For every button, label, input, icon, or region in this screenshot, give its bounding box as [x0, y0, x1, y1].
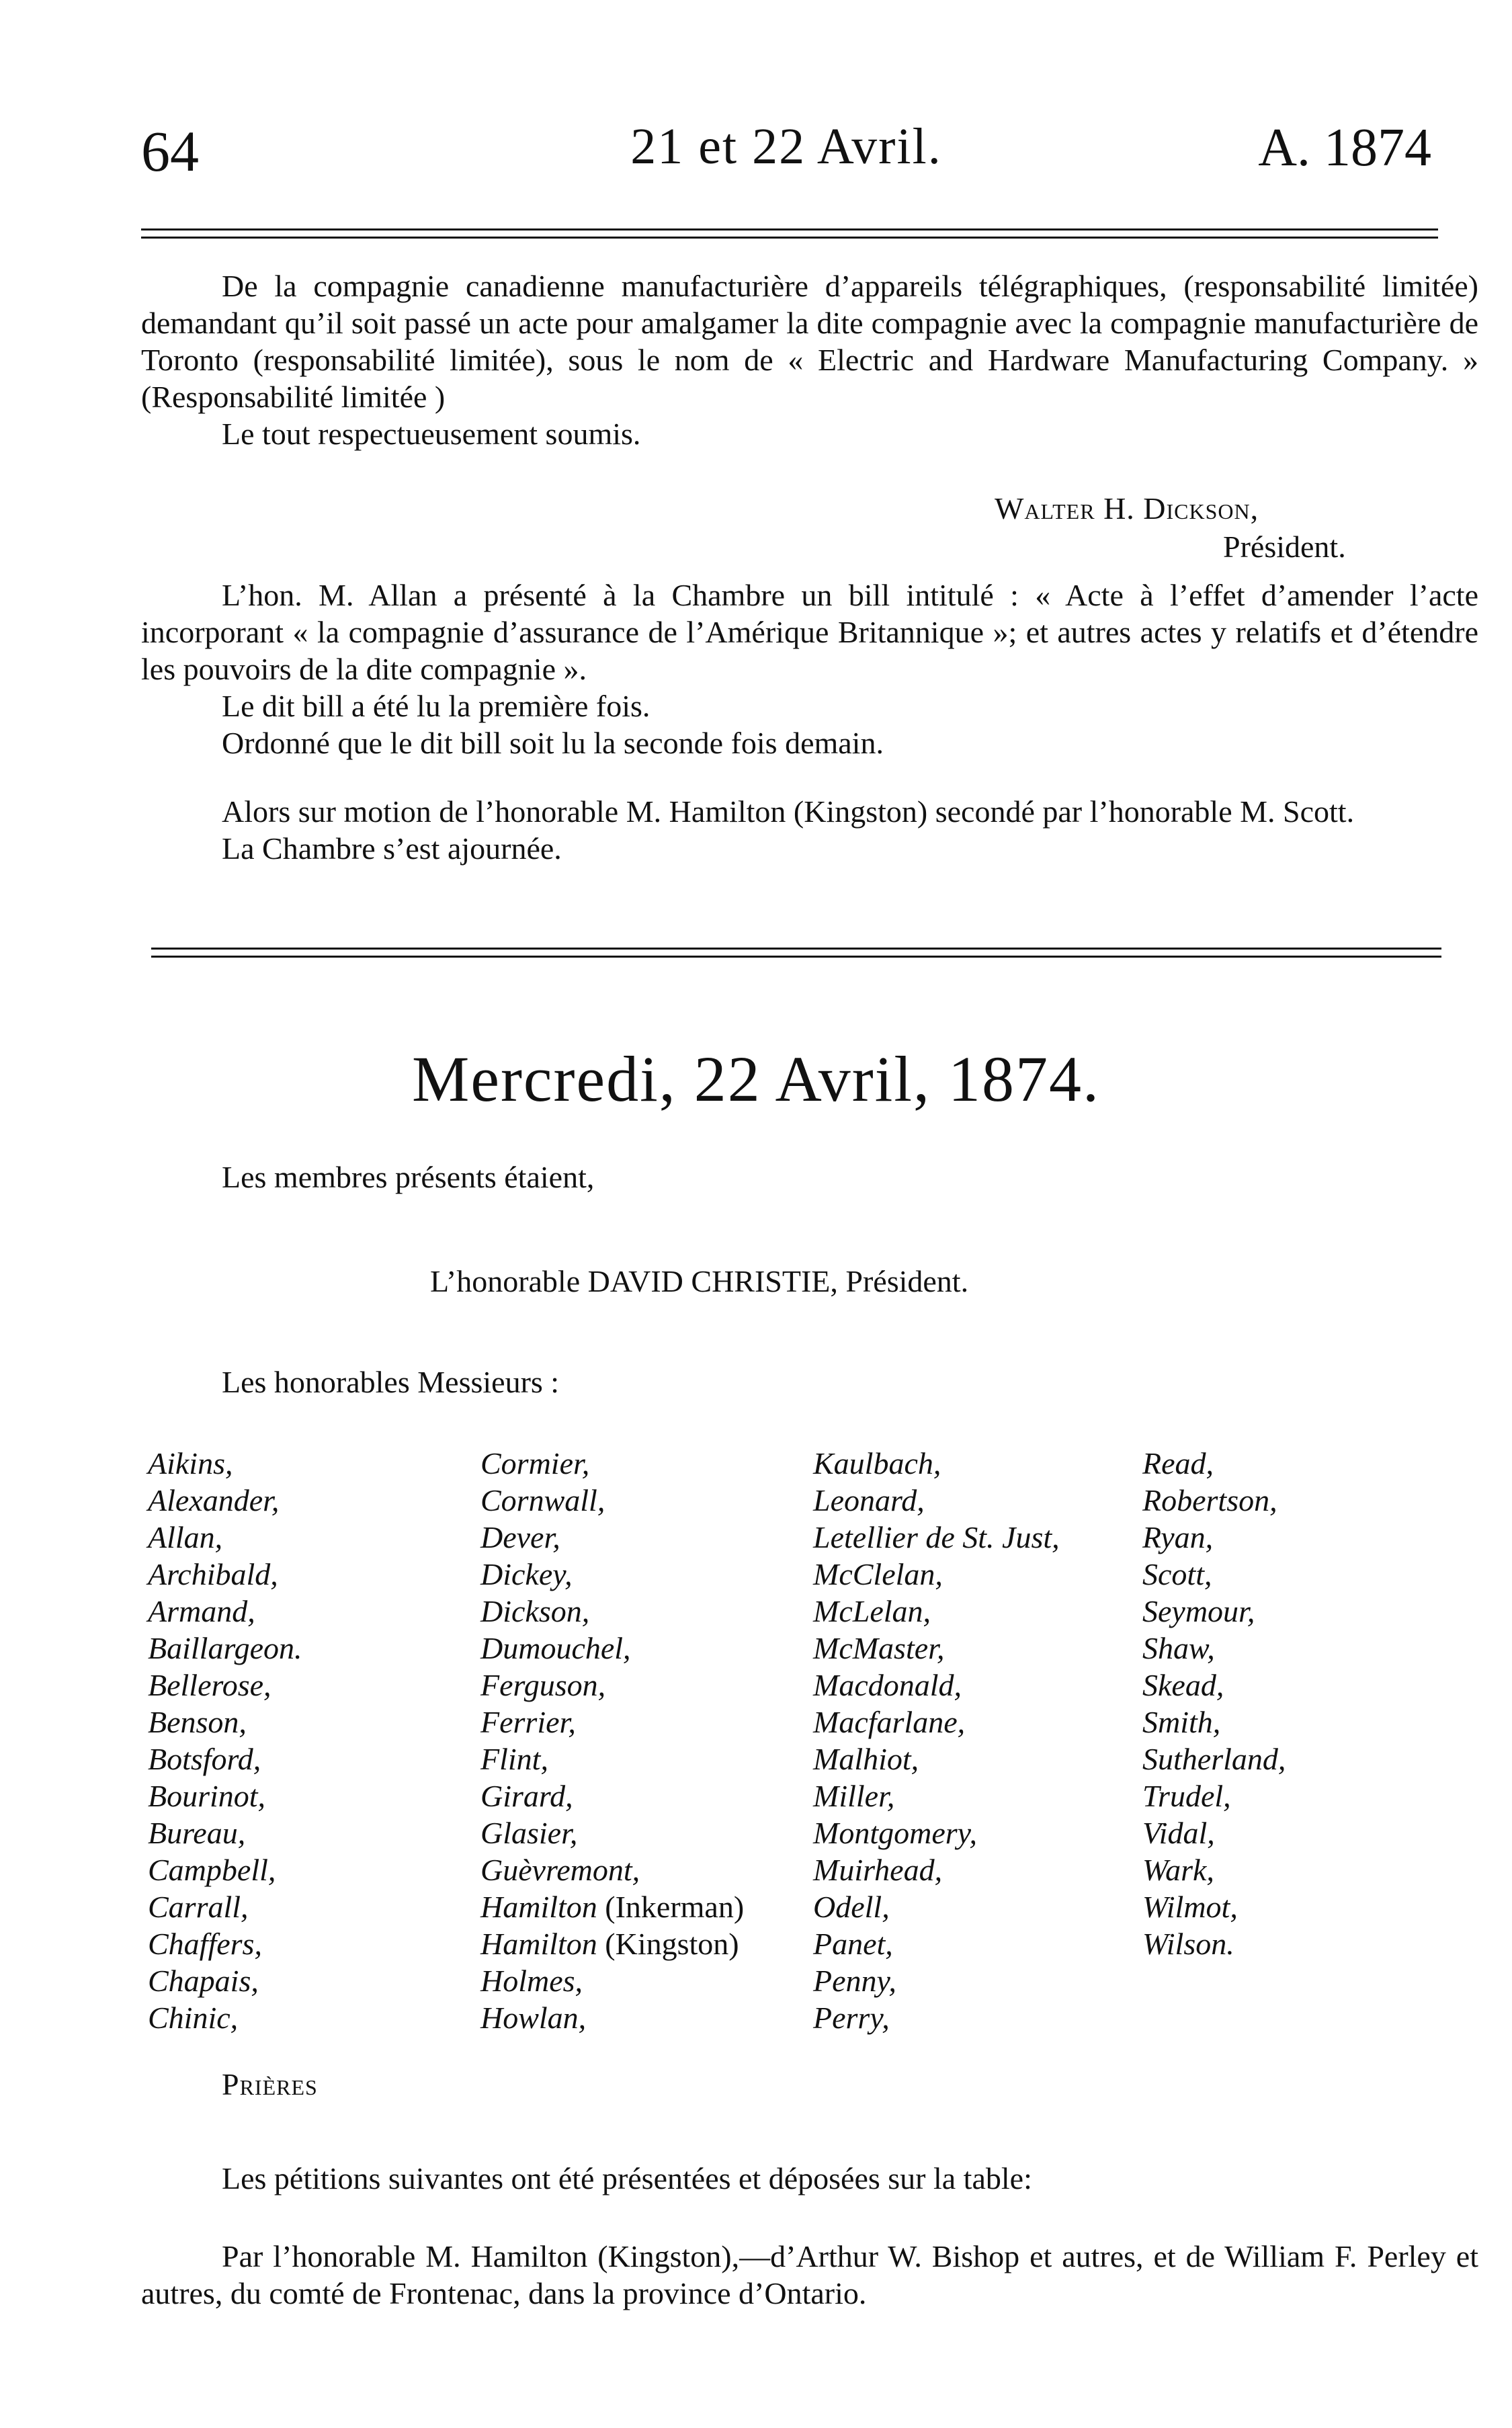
- speaker-line: L’honorable DAVID CHRISTIE, Président.: [430, 1264, 969, 1298]
- senators-intro: Les honorables Messieurs :: [222, 1365, 560, 1399]
- senator-name: Panet,: [813, 1927, 893, 1961]
- senator-name: Bellerose,: [148, 1668, 271, 1702]
- senator-name: Robertson,: [1142, 1483, 1277, 1517]
- senator-name: Hamilton: [480, 1890, 597, 1924]
- senator-name: Hamilton: [480, 1927, 597, 1961]
- petition-report: [141, 267, 1478, 452]
- senator-name: Ryan,: [1142, 1520, 1214, 1554]
- senator-qualifier: (Inkerman): [605, 1890, 745, 1924]
- senator-name: Glasier,: [480, 1816, 578, 1850]
- senator-name: Miller,: [813, 1779, 895, 1813]
- senator-name: Chaffers,: [148, 1927, 262, 1961]
- senator-name: Allan,: [148, 1520, 223, 1554]
- senators-column-1: [148, 1445, 302, 2036]
- senator-name: McMaster,: [813, 1631, 945, 1665]
- senators-column-2: [480, 1445, 744, 2036]
- senator-name: Archibald,: [148, 1557, 278, 1591]
- senator-name: Howlan,: [480, 2001, 587, 2035]
- senator-name: Montgomery,: [813, 1816, 978, 1850]
- senator-name: Penny,: [813, 1964, 896, 1998]
- senator-name: Kaulbach,: [813, 1446, 941, 1480]
- senator-name: Perry,: [813, 2001, 890, 2035]
- senator-name: Trudel,: [1142, 1779, 1231, 1813]
- senator-name: Shaw,: [1142, 1631, 1215, 1665]
- petition-entry-text: Par l’honorable M. Hamilton (Kingston),—d’Arthur W. Bishop et autres, et de William F. Perley et autres, du comté de Frontenac, dans la province d’Ontario.: [141, 2239, 1478, 2310]
- senator-name: Flint,: [480, 1742, 548, 1776]
- senator-name: Skead,: [1142, 1668, 1224, 1702]
- senator-name: Dumouchel,: [480, 1631, 631, 1665]
- signatory-title: Président.: [1223, 530, 1346, 564]
- senator-name: Bourinot,: [148, 1779, 266, 1813]
- senator-name: Leonard,: [813, 1483, 925, 1517]
- senator-qualifier: (Kingston): [605, 1927, 739, 1961]
- senator-name: McClelan,: [813, 1557, 943, 1591]
- senator-name: Smith,: [1142, 1705, 1221, 1739]
- header-date: 21 et 22 Avril.: [630, 118, 942, 175]
- prayers-heading: Prières: [222, 2067, 318, 2101]
- members-present: Les membres présents étaient,: [222, 1160, 595, 1194]
- page-header: [141, 118, 1431, 192]
- senator-name: Vidal,: [1142, 1816, 1215, 1850]
- bill-text: L’hon. M. Allan a présenté à la Chambre un bill intitulé : « Acte à l’effet d’amender l’acte incorporant « la compagnie d’assurance de l’Amérique Britannique »; et autres actes y relatifs et d’étendre les pouvoirs de la dite compagnie ».: [141, 578, 1478, 686]
- senator-name: McLelan,: [813, 1594, 931, 1628]
- senator-name: Girard,: [480, 1779, 573, 1813]
- page-number: 64: [141, 119, 199, 183]
- senator-name: Macdonald,: [813, 1668, 962, 1702]
- senator-name: Bureau,: [148, 1816, 246, 1850]
- senator-name: Muirhead,: [813, 1853, 943, 1887]
- senator-name: Cormier,: [480, 1446, 590, 1480]
- senator-name: Ferguson,: [480, 1668, 606, 1702]
- senator-name: Macfarlane,: [813, 1705, 966, 1739]
- senator-name: Wilmot,: [1142, 1890, 1238, 1924]
- senator-name: Malhiot,: [813, 1742, 919, 1776]
- senator-name: Ferrier,: [480, 1705, 576, 1739]
- senator-name: Wark,: [1142, 1853, 1214, 1887]
- senator-name: Wilson.: [1142, 1927, 1234, 1961]
- adjournment: [141, 793, 1478, 867]
- senator-name: Dever,: [480, 1520, 560, 1554]
- senator-name: Armand,: [148, 1594, 255, 1628]
- adjournment-text: La Chambre s’est ajournée.: [222, 831, 562, 866]
- senator-name: Chinic,: [148, 2001, 239, 2035]
- senator-name: Scott,: [1142, 1557, 1212, 1591]
- senator-name: Botsford,: [148, 1742, 261, 1776]
- senator-name: Odell,: [813, 1890, 890, 1924]
- senator-name: Alexander,: [148, 1483, 280, 1517]
- senator-name: Guèvremont,: [480, 1853, 640, 1887]
- signatory-name: Walter H. Dickson,: [995, 491, 1259, 526]
- senators-column-4: [1142, 1445, 1286, 1962]
- senator-name: Baillargeon.: [148, 1631, 302, 1665]
- senators-list: [148, 1445, 1357, 2035]
- senator-name: Read,: [1142, 1446, 1214, 1480]
- senator-name: Cornwall,: [480, 1483, 605, 1517]
- senator-name-with-qualifier: [480, 1888, 744, 1925]
- senator-name: Holmes,: [480, 1964, 583, 1998]
- bill-first-reading: Le dit bill a été lu la première fois.: [222, 689, 650, 723]
- senator-name: Sutherland,: [1142, 1742, 1286, 1776]
- header-year: A. 1874: [1258, 118, 1431, 177]
- senators-column-3: [813, 1445, 1060, 2036]
- senator-name: Dickey,: [480, 1557, 573, 1591]
- senator-name: Dickson,: [480, 1594, 590, 1628]
- senator-name: Carrall,: [148, 1890, 249, 1924]
- senator-name: Campbell,: [148, 1853, 276, 1887]
- senator-name: Benson,: [148, 1705, 247, 1739]
- sitting-date-heading: Mercredi, 22 Avril, 1874.: [411, 1043, 1100, 1115]
- petition-closing: Le tout respectueusement soumis.: [222, 417, 641, 451]
- bill-entry: [141, 577, 1478, 761]
- senator-name: Chapais,: [148, 1964, 259, 1998]
- bill-ordered: Ordonné que le dit bill soit lu la seconde fois demain.: [222, 726, 884, 760]
- petitions-intro: Les pétitions suivantes ont été présentées et déposées sur la table:: [222, 2161, 1032, 2195]
- petition-text: De la compagnie canadienne manufacturière d’appareils télégraphiques, (responsabilité limitée) demandant qu’il soit passé un acte pour amalgamer la dite compagnie avec la compagnie manufacturière de Toronto (responsabilité limitée), sous le nom de « Electric and Hardware Manufacturing Company. » (Responsabilité limitée ): [141, 269, 1478, 414]
- senator-name: Aikins,: [148, 1446, 233, 1480]
- senator-name: Seymour,: [1142, 1594, 1255, 1628]
- adjournment-motion: Alors sur motion de l’honorable M. Hamilton (Kingston) secondé par l’honorable M. Scott.: [222, 794, 1355, 829]
- petition-entry: [141, 2238, 1478, 2312]
- senator-name: Letellier de St. Just,: [813, 1520, 1060, 1554]
- senator-name-with-qualifier: [480, 1925, 744, 1962]
